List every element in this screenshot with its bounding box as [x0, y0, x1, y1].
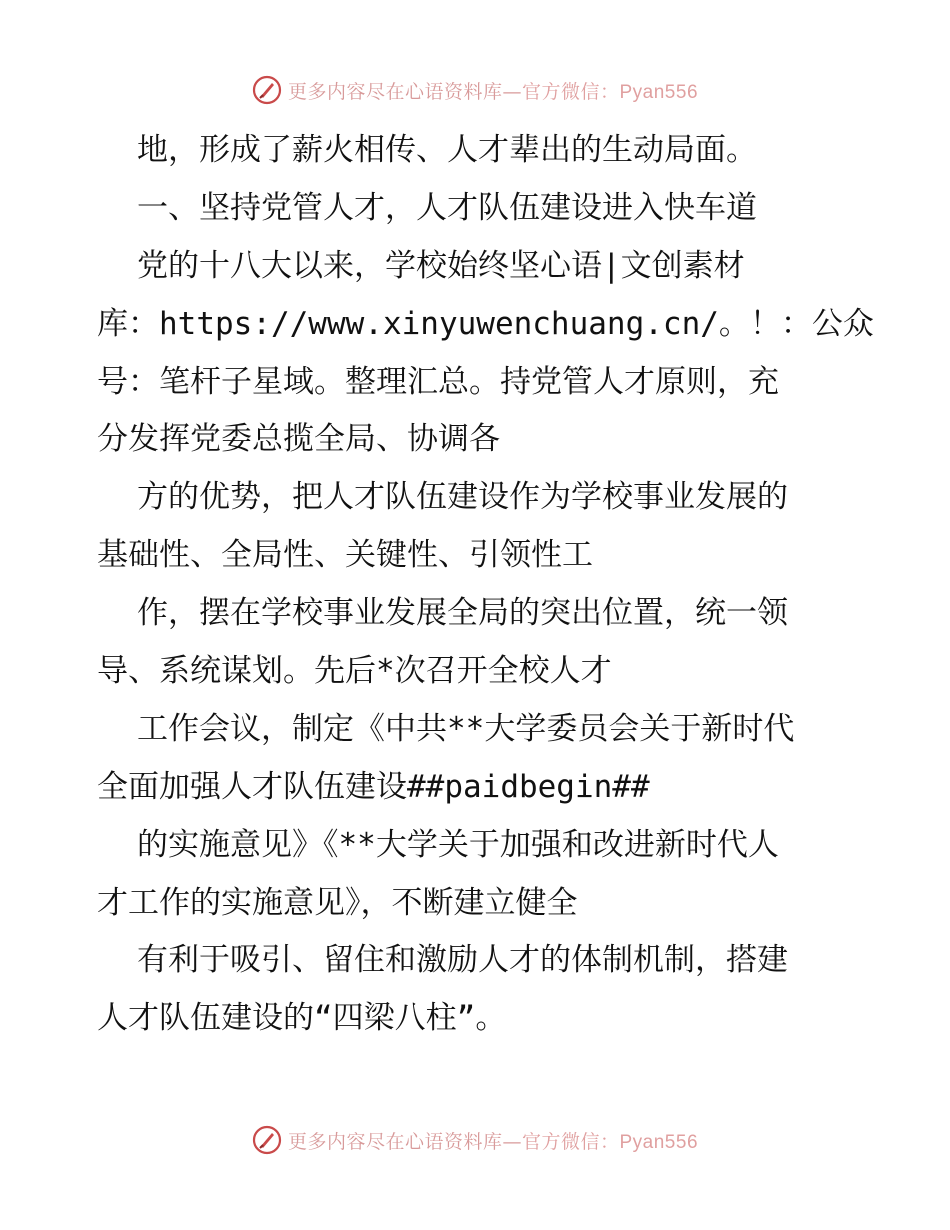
- footer-banner-tail: 官方微信：Pyan556: [522, 1131, 699, 1153]
- footer-banner-main: 更多内容尽在心语资料库: [287, 1130, 503, 1153]
- paragraph-line: 全面加强人才队伍建设##paidbegin##: [97, 768, 650, 805]
- section-heading: 一、坚持党管人才，人才队伍建设进入快车道: [137, 189, 757, 226]
- paragraph-line: 才工作的实施意见》，不断建立健全: [97, 884, 578, 921]
- paragraph-line: 库：https://www.xinyuwenchuang.cn/。！：公众: [97, 305, 874, 342]
- quill-circle-icon: [252, 75, 282, 105]
- document-body: [97, 128, 874, 1054]
- paragraph-line: 有利于吸引、留住和激励人才的体制机制，搭建: [137, 942, 788, 979]
- header-banner-sep: —: [502, 80, 522, 103]
- paragraph-line: 作，摆在学校事业发展全局的突出位置，统一领: [137, 595, 788, 632]
- footer-banner-sep: —: [502, 1130, 522, 1153]
- paragraph-line: 方的优势，把人才队伍建设作为学校事业发展的: [137, 479, 788, 516]
- header-banner-tail: 官方微信：Pyan556: [522, 81, 699, 103]
- paragraph-line: 号：笔杆子星域。整理汇总。持党管人才原则，充: [97, 363, 779, 400]
- footer-watermark-banner: [0, 1120, 950, 1160]
- paragraph-line: 分发挥党委总揽全局、协调各: [97, 421, 500, 458]
- paragraph-line: 工作会议，制定《中共**大学委员会关于新时代: [137, 710, 795, 747]
- header-banner-main: 更多内容尽在心语资料库: [287, 80, 503, 103]
- paragraph-line: 地，形成了薪火相传、人才辈出的生动局面。: [137, 132, 757, 168]
- paragraph-line: 党的十八大以来，学校始终坚心语|文创素材: [137, 247, 745, 284]
- quill-circle-icon: [252, 1125, 282, 1155]
- paragraph-line: 基础性、全局性、关键性、引领性工: [97, 537, 593, 574]
- header-banner-text: [288, 77, 698, 104]
- footer-banner-text: [288, 1127, 698, 1154]
- paragraph-line: 导、系统谋划。先后*次召开全校人才: [97, 653, 612, 690]
- header-watermark-banner: [0, 70, 950, 110]
- paragraph-line: 人才队伍建设的“四梁八柱”。: [97, 1000, 507, 1037]
- paragraph-line: 的实施意见》《**大学关于加强和改进新时代人: [137, 826, 779, 863]
